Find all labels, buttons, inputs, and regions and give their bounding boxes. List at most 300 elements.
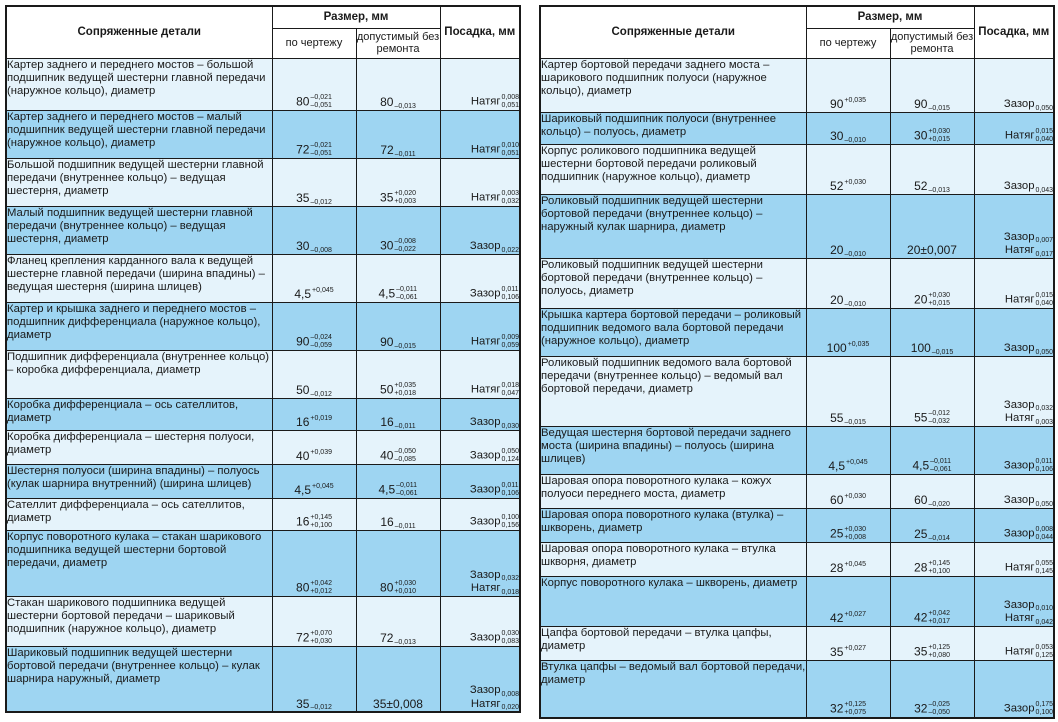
size-value	[380, 448, 416, 464]
tolerance-lower: 0,040	[1035, 299, 1054, 307]
fit-cell	[440, 206, 520, 254]
header-allowed: допустимый без ремонта	[890, 28, 974, 58]
tolerance-lower: 0,032	[501, 575, 520, 583]
parts-cell: Шариковый подшипник ведущей шестерни бортовой передачи (внутреннее кольцо) – кулак шарнира наружный, диаметр	[6, 646, 272, 712]
drawing-size-cell	[272, 110, 356, 158]
tolerance-upper: +0,027	[844, 644, 866, 652]
size-value	[830, 130, 866, 143]
size-value	[380, 516, 415, 529]
table-row	[6, 464, 520, 498]
size-nominal: 20	[830, 293, 844, 308]
parts-cell: Корпус роликового подшипника ведущей шестерни бортовой передачи роликовый подшипник (наружное кольцо), диаметр	[540, 144, 806, 194]
size-nominal: 32	[914, 701, 928, 716]
tolerance-upper: 0,011	[501, 285, 519, 293]
tolerance-upper: 0,010	[501, 141, 520, 149]
tolerance-upper: 0,175	[1035, 701, 1054, 708]
drawing-size-cell	[806, 426, 890, 474]
tolerance-lower: –0,011	[394, 150, 416, 158]
parts-cell: Роликовый подшипник ведущей шестерни бортовой передачи (внутреннее кольцо) – наружный кулак шарнира, диаметр	[540, 194, 806, 258]
fit-cell	[440, 646, 520, 712]
tolerance-lower: –0,013	[394, 102, 416, 110]
table-row	[540, 356, 1054, 426]
size-value	[914, 644, 950, 660]
tolerance-lower: –0,013	[928, 186, 950, 194]
allowed-size-cell	[890, 58, 974, 112]
size-value	[830, 562, 866, 575]
size-nominal: 4,5	[912, 458, 930, 472]
tolerance	[844, 301, 865, 309]
drawing-size-cell	[806, 356, 890, 426]
fit-entry	[441, 684, 520, 697]
tolerance	[396, 482, 417, 498]
fit-entry	[441, 582, 520, 595]
allowed-size-cell	[890, 508, 974, 542]
size-nominal: 30	[380, 238, 394, 252]
fit-entry	[441, 482, 520, 498]
tolerance-upper: 0,050	[501, 447, 520, 455]
tolerance-lower: 0,050	[1035, 104, 1054, 112]
tolerance-lower: –0,032	[928, 417, 950, 425]
fit-cell	[440, 596, 520, 646]
fit-cell	[440, 158, 520, 206]
parts-cell: Шаровая опора поворотного кулака – кожух полуоси переднего моста, диаметр	[540, 474, 806, 508]
size-nominal: 80	[296, 94, 310, 108]
tolerance-lower: 0,145	[1035, 567, 1054, 575]
tolerance	[1035, 560, 1053, 576]
fit-cell	[974, 144, 1054, 194]
size-value	[830, 494, 866, 507]
tolerance	[932, 349, 953, 357]
tolerance	[310, 142, 331, 158]
fit-cell	[974, 58, 1054, 112]
tolerance	[310, 247, 331, 255]
size-value	[830, 412, 866, 425]
size-value	[907, 244, 957, 257]
tolerance-upper: +0,045	[844, 560, 866, 568]
parts-cell: Картер заднего и переднего мостов – малый подшипник ведущей шестерни главной передачи (наружное кольцо), диаметр	[6, 110, 272, 158]
tolerance	[310, 334, 331, 350]
drawing-size-cell	[272, 596, 356, 646]
fit-entry	[975, 458, 1054, 474]
fit-entry	[975, 180, 1054, 193]
size-value	[914, 292, 950, 308]
size-value	[911, 342, 953, 355]
drawing-size-cell	[272, 430, 356, 464]
table-row	[6, 58, 520, 110]
table-row	[540, 660, 1054, 718]
tolerance-upper: –0,011	[930, 457, 952, 465]
allowed-size-cell	[356, 398, 440, 430]
size-value	[828, 460, 867, 473]
fit-entry	[975, 412, 1054, 425]
tolerance	[1035, 405, 1053, 413]
parts-cell: Коробка дифференциала – шестерня полуоси, диаметр	[6, 430, 272, 464]
drawing-size-cell	[806, 112, 890, 144]
tolerance-lower: –0,010	[844, 300, 866, 308]
allowed-size-cell	[890, 542, 974, 576]
tolerance	[928, 187, 949, 195]
header-drawing: по чертежу	[806, 28, 890, 58]
tolerance	[928, 128, 950, 144]
tolerance-lower: –0,012	[310, 704, 332, 712]
tolerance	[1035, 251, 1053, 259]
table-row	[6, 430, 520, 464]
tolerance	[1035, 128, 1053, 144]
drawing-size-cell	[806, 58, 890, 112]
tolerance-lower: +0,015	[928, 299, 950, 307]
drawing-size-cell	[806, 576, 890, 626]
tolerance-upper: +0,019	[310, 414, 332, 422]
table-row	[6, 596, 520, 646]
fit-type: Зазор	[1003, 398, 1035, 411]
tolerance	[844, 137, 865, 145]
size-nominal: 25	[830, 526, 844, 540]
allowed-size-cell	[890, 194, 974, 258]
fit-entry	[441, 698, 520, 711]
tolerance	[501, 94, 519, 110]
tolerance-lower: –0,013	[394, 638, 416, 646]
tolerance	[310, 391, 331, 399]
tolerance-lower: +0,080	[928, 651, 950, 659]
drawing-size-cell	[806, 626, 890, 660]
tolerance-lower: +0,017	[928, 617, 950, 625]
size-value	[296, 240, 332, 253]
size-nominal: 72	[296, 142, 310, 156]
parts-cell: Малый подшипник ведущей шестерни главной передачи (внутреннее кольцо) – ведущая шестерня, диаметр	[6, 206, 272, 254]
table-row	[6, 158, 520, 206]
tolerance-upper: +0,030	[844, 178, 866, 186]
tolerance	[844, 97, 866, 105]
allowed-size-cell	[890, 356, 974, 426]
drawing-size-cell	[272, 254, 356, 302]
fit-cell	[974, 308, 1054, 356]
allowed-size-cell	[356, 58, 440, 110]
allowed-size-cell	[890, 474, 974, 508]
parts-cell: Стакан шарикового подшипника ведущей шестерни бортовой передачи – шариковый подшипник (наружное кольцо), диаметр	[6, 596, 272, 646]
tolerance	[844, 419, 865, 427]
size-nominal: 52	[914, 179, 928, 194]
table-row	[540, 258, 1054, 308]
tolerance-upper: 0,015	[1035, 291, 1054, 299]
fit-cell	[974, 542, 1054, 576]
fit-entry	[441, 190, 520, 206]
tolerance-lower: 0,083	[501, 637, 520, 645]
parts-cell: Шаровая опора поворотного кулака (втулка) – шкворень, диаметр	[540, 508, 806, 542]
parts-cell: Картер бортовой передачи заднего моста – шарикового подшипник полуоси (наружное кольцо), диаметр	[540, 58, 806, 112]
tolerance-upper: +0,125	[844, 701, 866, 708]
size-nominal: 35	[296, 191, 310, 206]
fit-cell	[440, 302, 520, 350]
size-nominal: 16	[296, 514, 310, 528]
fit-entry	[975, 292, 1054, 308]
tolerance	[501, 575, 519, 583]
size-nominal: 72	[380, 143, 394, 158]
tolerance-lower: 0,044	[1035, 533, 1054, 541]
parts-cell: Шестерня полуоси (ширина впадины) – полуось (кулак шарнира внутренний) (ширина шлицев)	[6, 464, 272, 498]
size-value	[294, 484, 333, 497]
tolerance-upper: +0,045	[312, 286, 334, 294]
size-value	[378, 482, 417, 498]
header-size: Размер, мм	[272, 6, 440, 28]
tolerance-lower: 0,106	[501, 489, 520, 497]
header-allowed: допустимый без ремонта	[356, 28, 440, 58]
size-nominal: 35	[296, 696, 310, 711]
size-nominal: 60	[830, 493, 844, 508]
tolerance	[501, 448, 519, 464]
fit-cell	[974, 474, 1054, 508]
fit-type: Натяг	[470, 143, 501, 155]
fit-type: Натяг	[470, 697, 501, 710]
fit-table-left	[5, 5, 521, 713]
tolerance-lower: 0,003	[1035, 418, 1054, 426]
tolerance-lower: 0,051	[501, 101, 520, 109]
size-nominal: 30	[296, 239, 310, 254]
drawing-size-cell	[272, 58, 356, 110]
size-value	[914, 128, 950, 144]
fit-type: Зазор	[469, 416, 501, 429]
table-row	[540, 426, 1054, 474]
fit-type: Натяг	[1004, 129, 1035, 141]
fit-entry	[441, 334, 520, 350]
size-value	[380, 96, 416, 109]
table-row	[540, 508, 1054, 542]
tolerance-lower: –0,015	[394, 342, 416, 350]
tolerance-upper: 0,003	[501, 189, 520, 197]
size-value	[296, 334, 332, 350]
size-nominal: 30	[830, 129, 844, 144]
drawing-size-cell	[272, 206, 356, 254]
tolerance-lower: 0,008	[501, 690, 520, 698]
size-nominal: 52	[830, 179, 844, 194]
size-nominal: 55	[914, 410, 928, 424]
parts-cell: Роликовый подшипник ведущей шестерни бортовой передачи (внутреннее кольцо) – полуось, диаметр	[540, 258, 806, 308]
parts-cell: Подшипник дифференциала (внутреннее кольцо) – коробка дифференциала, диаметр	[6, 350, 272, 398]
tolerance-lower: –0,015	[844, 418, 866, 426]
header-fit: Посадка, мм	[974, 6, 1054, 58]
tolerance-lower: –0,061	[396, 293, 418, 301]
fit-entry	[975, 494, 1054, 507]
tolerance-lower: +0,010	[394, 587, 416, 595]
header-parts: Сопряженные детали	[540, 6, 806, 58]
tolerance	[501, 691, 519, 699]
size-value	[380, 144, 415, 157]
tolerance-lower: –0,022	[394, 245, 416, 253]
fit-entry	[975, 644, 1054, 660]
fit-type: Натяг	[1004, 561, 1035, 573]
size-value	[380, 238, 416, 254]
fit-type: Зазор	[469, 240, 501, 253]
tolerance	[395, 523, 416, 531]
size-nominal: 4,5	[294, 287, 312, 302]
allowed-size-cell	[356, 206, 440, 254]
parts-cell: Корпус поворотного кулака – стакан шарикового подшипника ведущей шестерни бортовой передачи, диаметр	[6, 530, 272, 596]
size-nominal: 4,5	[378, 482, 396, 496]
fit-entry	[975, 599, 1054, 612]
header-drawing: по чертежу	[272, 28, 356, 58]
tolerance	[1035, 292, 1053, 308]
allowed-size-cell	[356, 596, 440, 646]
fit-entry	[441, 382, 520, 398]
table-row	[540, 112, 1054, 144]
size-value	[296, 94, 332, 110]
tolerance-upper: –0,011	[396, 285, 418, 293]
allowed-size-cell	[890, 660, 974, 718]
fit-type: Натяг	[470, 582, 501, 595]
drawing-size-cell	[806, 508, 890, 542]
tolerance-upper: 0,053	[1035, 643, 1054, 651]
tolerance	[844, 526, 866, 542]
tolerance	[844, 561, 866, 569]
table-row	[6, 254, 520, 302]
allowed-size-cell	[890, 626, 974, 660]
tolerance-upper: +0,035	[844, 96, 866, 104]
size-value	[914, 180, 950, 193]
header-fit: Посадка, мм	[440, 6, 520, 58]
fit-type: Зазор	[1003, 98, 1035, 111]
size-value	[914, 410, 950, 426]
fit-entry	[441, 286, 520, 302]
fit-type: Зазор	[1003, 494, 1035, 507]
size-value	[380, 336, 416, 349]
size-nominal: 50	[296, 383, 310, 398]
tolerance	[844, 645, 866, 653]
size-value	[380, 190, 416, 206]
fit-type: Зазор	[1003, 527, 1035, 539]
tolerance-upper: +0,030	[844, 492, 866, 500]
tolerance-upper: +0,030	[844, 525, 866, 533]
parts-cell: Картер заднего и переднего мостов – большой подшипник ведущей шестерни главной передачи (наружное кольцо), диаметр	[6, 58, 272, 110]
tolerance	[310, 580, 332, 596]
fit-type: Зазор	[1003, 342, 1035, 355]
tolerance-upper: –0,011	[396, 481, 418, 489]
size-value	[914, 98, 950, 111]
table-row	[540, 194, 1054, 258]
tolerance-lower: 0,156	[501, 521, 520, 529]
tolerance-upper: +0,045	[312, 482, 334, 490]
size-value	[914, 528, 950, 541]
fit-cell	[440, 498, 520, 530]
fit-entry	[975, 612, 1054, 625]
size-nominal: 80	[380, 580, 394, 594]
tolerance-lower: 0,022	[501, 246, 520, 254]
tolerance	[501, 142, 519, 158]
size-value	[296, 580, 332, 596]
size-nominal: 90	[380, 335, 394, 350]
size-nominal: 90	[830, 97, 844, 112]
size-nominal: 32	[830, 701, 844, 716]
tolerance	[1035, 526, 1053, 542]
size-nominal: 90	[914, 97, 928, 112]
parts-cell: Большой подшипник ведущей шестерни главной передачи (внутреннее кольцо) – ведущая шестерня, диаметр	[6, 158, 272, 206]
size-nominal: 72	[296, 630, 310, 644]
fit-cell	[440, 58, 520, 110]
size-value	[830, 180, 866, 193]
drawing-size-cell	[806, 144, 890, 194]
fit-entry	[441, 514, 520, 530]
tolerance-upper: +0,045	[846, 458, 868, 466]
tolerance-upper: –0,008	[394, 237, 416, 245]
table-row	[540, 542, 1054, 576]
tolerance	[928, 105, 949, 113]
tolerance-lower: 0,125	[1035, 651, 1054, 659]
fit-entry	[975, 526, 1054, 542]
tolerance-upper: 0,018	[501, 381, 520, 389]
tolerance	[928, 292, 950, 308]
tolerance-upper: +0,030	[394, 579, 416, 587]
fit-cell	[440, 398, 520, 430]
size-value	[914, 701, 950, 717]
tolerance-lower: –0,051	[310, 149, 332, 157]
parts-cell: Ведущая шестерня бортовой передачи заднего моста (ширина впадины) – полуось (ширина шлицев)	[540, 426, 806, 474]
tolerance	[501, 423, 519, 431]
tolerance	[310, 704, 331, 712]
tolerance-upper: 0,030	[501, 629, 520, 637]
tolerance-lower: +0,015	[928, 135, 950, 143]
tolerance-lower: 0,018	[501, 588, 520, 596]
size-value	[830, 526, 866, 542]
tolerance	[310, 449, 332, 457]
fit-type: Зазор	[469, 287, 501, 299]
tolerance-upper: –0,012	[928, 409, 950, 417]
size-nominal: 28	[914, 560, 928, 574]
tolerance	[310, 514, 332, 530]
fit-cell	[974, 112, 1054, 144]
tolerance-lower: –0,012	[310, 390, 332, 398]
tolerance	[394, 580, 416, 596]
table-row	[6, 110, 520, 158]
tolerance-lower: –0,085	[394, 455, 416, 463]
size-nominal: 35	[380, 190, 394, 204]
table-row	[6, 302, 520, 350]
tolerance-lower: 0,106	[501, 293, 520, 301]
parts-cell: Шаровая опора поворотного кулака – втулка шкворня, диаметр	[540, 542, 806, 576]
tolerance-lower: 0,030	[501, 422, 520, 430]
fit-entry	[441, 94, 520, 110]
size-nominal: 4,5	[378, 286, 396, 300]
drawing-size-cell	[806, 308, 890, 356]
tolerance-lower: 0,020	[501, 704, 520, 712]
fit-entry	[441, 142, 520, 158]
size-nominal: 40	[380, 448, 394, 462]
tolerance	[1035, 237, 1053, 245]
size-value	[830, 244, 866, 257]
fit-type: Натяг	[470, 383, 501, 395]
fit-table-right	[539, 5, 1055, 719]
tolerance-upper: 0,008	[501, 93, 520, 101]
tolerance	[501, 482, 519, 498]
tolerance-lower: –0,010	[844, 136, 866, 144]
size-value	[830, 612, 866, 625]
tolerance-lower: –0,051	[310, 101, 332, 109]
tolerance-upper: –0,050	[394, 447, 416, 455]
tolerance-upper: +0,035	[847, 340, 870, 348]
tolerance-lower: 0,100	[1035, 709, 1054, 716]
tolerance	[848, 341, 870, 349]
tolerance-lower: 0,106	[1035, 465, 1054, 473]
fit-cell	[974, 626, 1054, 660]
tolerance	[394, 190, 416, 206]
header-size: Размер, мм	[806, 6, 974, 28]
tolerance	[394, 448, 415, 464]
tolerance-upper: +0,039	[310, 448, 332, 456]
tolerance-lower: 0,050	[1035, 500, 1054, 508]
parts-cell: Картер и крышка заднего и переднего мостов – подшипник дифференциала (наружное кольцо), диаметр	[6, 302, 272, 350]
size-nominal: 35	[830, 645, 844, 660]
tolerance-lower: 0,007	[1035, 237, 1054, 245]
tolerance	[396, 286, 417, 302]
size-nominal: 4,5	[828, 459, 846, 474]
table-row	[540, 308, 1054, 356]
